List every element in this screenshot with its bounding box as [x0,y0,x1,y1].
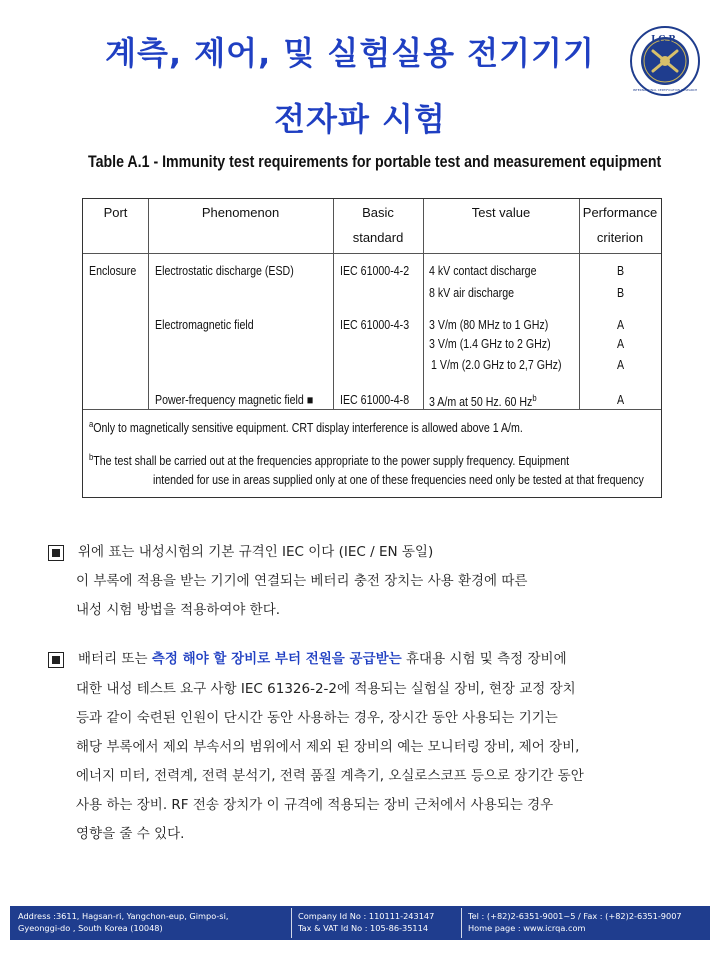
cell-em-value3: 1 V/m (2.0 GHz to 2,7 GHz) [431,358,562,372]
header-performance-2: criterion [596,230,644,245]
paragraph2-highlight: 측정 해야 할 장비로 부터 전원을 공급받는 [151,651,402,667]
paragraph2-line6: 사용 하는 장비. RF 전송 장치가 이 규격에 적용되는 장비 근처에서 사용되는 경우 [76,797,554,813]
footer-homepage-link[interactable]: Home page : www.icrqa.com [468,923,586,933]
header-basic-standard-2: standard [352,230,404,245]
logo-text: ICR [651,35,679,45]
paragraph2-line5: 에너지 미터, 전력계, 전력 분석기, 전력 품질 계측기, 오실로스코프 등으로 장기간 동안 [76,768,584,784]
header-test-value: Test value [471,205,531,220]
cell-em-value2: 3 V/m (1.4 GHz to 2 GHz) [429,337,551,351]
table-caption: Table A.1 - Immunity test requirements for portable test and measurement equipment [88,153,662,171]
paragraph2-line1-b: 휴대용 시험 및 측정 장비에 [401,651,567,667]
logo-ring-text: INTERNATIONAL CERTIFICATION RESEARCH [632,88,698,92]
cell-port: Enclosure [89,264,137,278]
icr-seal-logo [629,25,701,97]
immunity-table [82,198,662,498]
cell-esd-value2: 8 kV air discharge [429,286,515,300]
cell-esd-crit2: B [617,286,625,300]
footer-company [298,910,434,934]
page-title-line2: 전자파 시험 [274,100,446,138]
note-a-mark: a [89,419,94,429]
paragraph2-line1-a: 배터리 또는 [78,651,152,667]
cell-esd-phenomenon: Electrostatic discharge (ESD) [155,264,294,278]
footer [10,906,710,940]
cell-em-crit3: A [617,358,625,372]
bullet-icon [48,652,64,668]
paragraph2-line7: 영향을 줄 수 있다. [76,826,185,842]
footer-contact [468,910,682,934]
header-phenomenon: Phenomenon [201,205,280,220]
note-b [89,452,569,468]
bullet-icon [48,545,64,561]
note-b-mark: b [89,452,94,462]
cell-em-phenomenon: Electromagnetic field [155,318,254,332]
cell-pf-value-text: 3 A/m at 50 Hz. 60 Hz [429,395,533,410]
cell-esd-crit1: B [617,264,625,278]
cell-pf-crit: A [617,393,625,407]
footer-contact-line1: Tel : (+82)2-6351-9001~5 / Fax : (+82)2-6351-9007 [468,911,682,921]
cell-em-crit2: A [617,337,625,351]
cell-esd-standard: IEC 61000-4-2 [340,264,410,278]
footer-company-line1: Company Id No : 110111-243147 [298,911,435,921]
cell-em-standard: IEC 61000-4-3 [340,318,410,332]
header-port: Port [103,205,128,220]
note-a [89,419,523,435]
cell-em-crit1: A [617,318,625,332]
footer-company-line2: Tax & VAT Id No : 105-86-35114 [298,923,429,933]
footer-address-line1: Address :3611, Hagsan-ri, Yangchon-eup, Gimpo-si, [18,911,229,921]
header-performance-1: Performance [582,205,658,220]
page-title-line1: 계측, 제어, 및 실험실용 전기기기 [105,34,595,72]
paragraph1-line1: 위에 표는 내성시험의 기본 규격인 IEC 이다 (IEC / EN 동일) [78,544,434,560]
cell-pf-value [429,393,537,409]
cell-esd-value1: 4 kV contact discharge [429,264,537,278]
paragraph2-line1 [78,645,718,674]
cell-pf-phenomenon: Power-frequency magnetic field ■ [155,393,314,407]
paragraph2-line2: 대한 내성 테스트 요구 사항 IEC 61326-2-2에 적용되는 실험실 장비, 현장 교정 장치 [76,681,576,697]
header-basic-standard-1: Basic [362,205,394,220]
paragraph1-line2: 이 부록에 적용을 받는 기기에 연결되는 베터리 충전 장치는 사용 환경에 따른 [76,573,528,589]
paragraph2-line3: 등과 같이 숙련된 인원이 단시간 동안 사용하는 경우, 장시간 동안 사용되는 기기는 [76,710,558,726]
footer-address [18,910,228,934]
paragraph2-line4: 해당 부록에서 제외 부속서의 범위에서 제외 된 장비의 예는 모니터링 장비, 제어 장비, [76,739,580,755]
note-b-text2: intended for use in areas supplied only at one of these frequencies need only be tested at that frequency [153,473,644,487]
paragraph1-line3: 내성 시험 방법을 적용하여야 한다. [76,602,281,618]
cell-pf-value-sup: b [532,393,537,403]
cell-em-value1: 3 V/m (80 MHz to 1 GHz) [429,318,549,332]
cell-pf-standard: IEC 61000-4-8 [340,393,410,407]
footer-address-line2: Gyeonggi-do , South Korea (10048) [18,923,163,933]
note-a-text: Only to magnetically sensitive equipment. CRT display interference is allowed above 1 A/m. [93,421,523,436]
note-b-text1: The test shall be carried out at the frequencies appropriate to the power supply frequency. Equipment [93,454,570,469]
